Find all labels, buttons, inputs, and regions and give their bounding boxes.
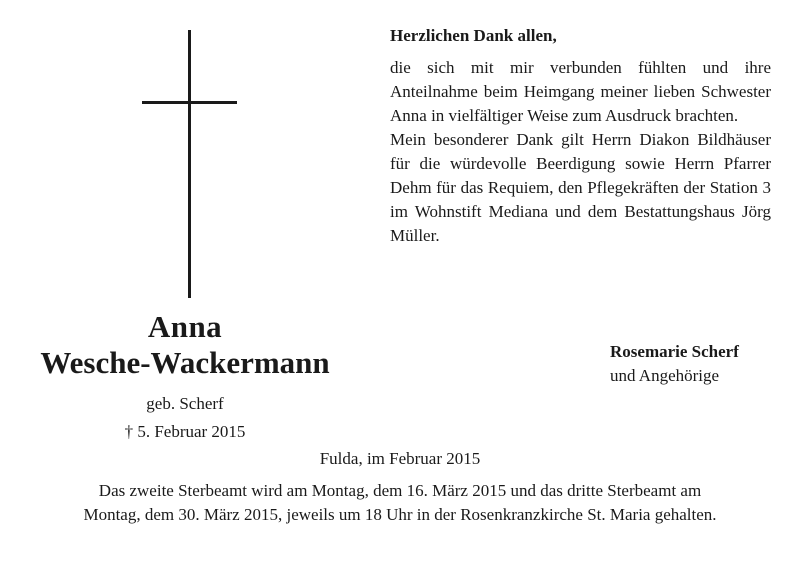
deceased-first-name: Anna (147, 309, 223, 344)
deceased-last-name: Wesche-Wackermann (40, 345, 330, 380)
place-date: Fulda, im Februar 2015 (319, 449, 481, 468)
deceased-birth-name: geb. Scherf (146, 394, 224, 413)
thanks-heading: Herzlichen Dank allen, (390, 26, 557, 45)
deceased-death-date: † 5. Februar 2015 (124, 422, 246, 441)
thanks-paragraph-2: Mein besonderer Dank gilt Herrn Diakon Bildhäuser für die würdevolle Beerdigung sowie Herrn Pfarrer Dehm für das Requiem, den Pflegekräften der Station 3 im Wohnstift Mediana und dem Bestattungshaus Jörg Müller. (390, 130, 771, 245)
thanks-paragraph-1: die sich mit mir verbunden fühlten und ihre Anteilnahme beim Heimgang meiner lieben Schwester Anna in vielfältiger Weise zum Ausdruck brachten. (390, 58, 771, 125)
requiem-notice: Das zweite Sterbeamt wird am Montag, dem 16. März 2015 und das dritte Sterbeamt am Montag, dem 30. März 2015, jeweils um 18 Uhr in der Rosenkranzkirche St. Maria gehalten. (83, 481, 717, 524)
cross-vertical-bar (188, 30, 191, 298)
signature-name: Rosemarie Scherf (610, 342, 739, 361)
signature-block (610, 340, 739, 388)
deceased-block (20, 310, 350, 444)
cross-horizontal-bar (142, 101, 237, 104)
signature-relatives: und Angehörige (610, 366, 720, 385)
thanks-text (390, 24, 771, 248)
